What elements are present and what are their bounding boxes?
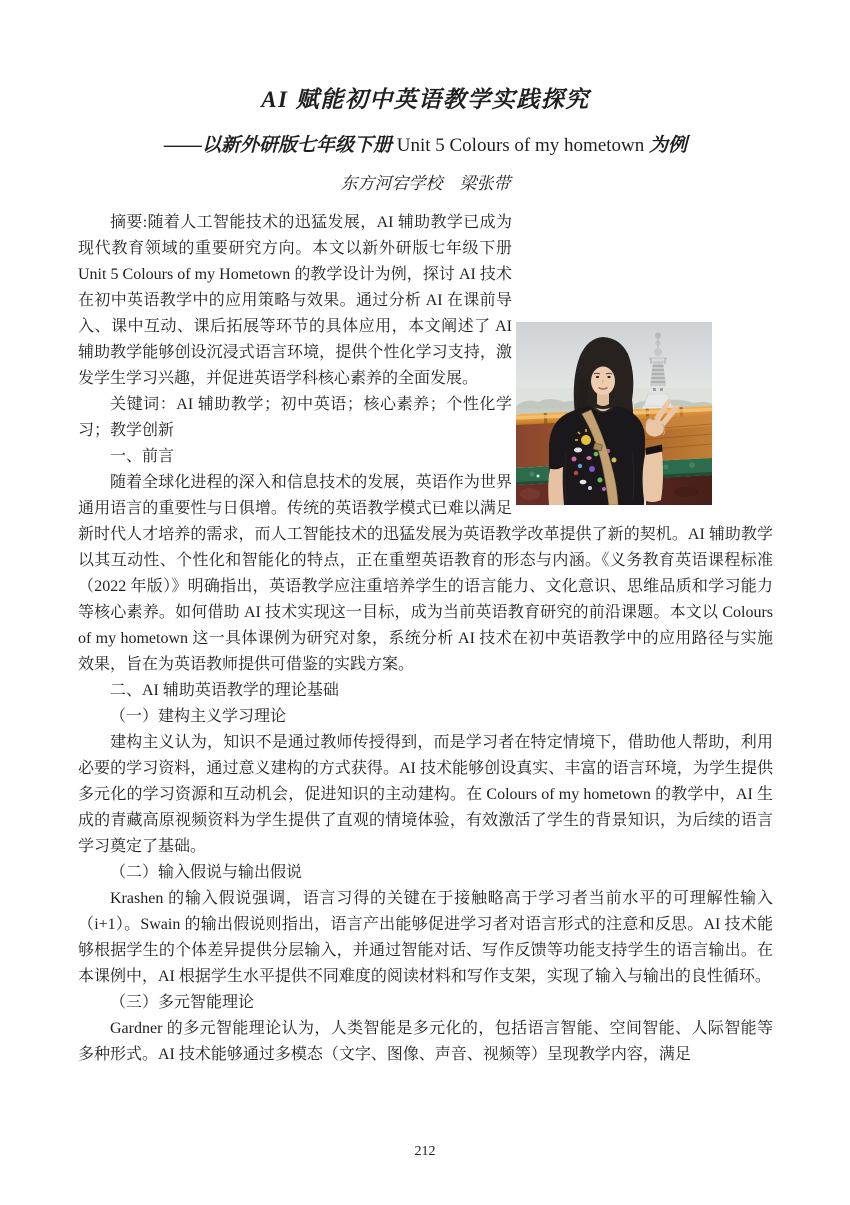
author-name: 梁张带: [459, 174, 511, 193]
intro-paragraph: 随着全球化进程的深入和信息技术的发展，英语作为世界通用语言的重要性与日俱增。传统的英语教学模式已难以满足新时代人才培养的需求，而人工智能技术的迅猛发展为英语教学改革提供了新的契机。AI 辅助教学以其互动性、个性化和智能化的特点，正在重塑英语教育的形态与内涵。《义务教育英语课程标准（2022 年版）》明确指出，英语教学应注重培养学生的语言能力、文化意识、思维品质和学习能力等核心素养。如何借助 AI 技术实现这一目标，成为当前英语教育研究的前沿课题。本文以 Colours of my hometown 这一具体课例为研究对象，系统分析 AI 技术在初中英语教学中的应用路径与实施效果，旨在为英语教师提供可借鉴的实践方案。: [78, 474, 773, 673]
theory-3-paragraph: Gardner 的多元智能理论认为，人类智能是多元化的，包括语言智能、空间智能、人际智能等多种形式。AI 技术能够通过多模态（文字、图像、声音、视频等）呈现教学内容，满足: [78, 1020, 773, 1063]
keywords-paragraph: 关键词：AI 辅助教学；初中英语；核心素养；个性化学习；教学创新: [78, 396, 512, 439]
subtitle-suffix: 为例: [644, 135, 688, 156]
paper-subtitle: [78, 132, 773, 160]
affiliation: 东方河宕学校: [340, 174, 443, 193]
abstract-paragraph: 摘要:随着人工智能技术的迅猛发展，AI 辅助教学已成为现代教育领域的重要研究方向。本文以新外研版七年级下册 Unit 5 Colours of my Hometown 的教学设计为例，探讨 AI 技术在初中英语教学中的应用策略与效果。通过分析 AI 在课前导入、课中互动、课后拓展等环节的具体应用，本文阐述了 AI 辅助教学能够创设沉浸式语言环境，提供个性化学习支持，激发学生学习兴趣，并促进英语学科核心素养的全面发展。: [78, 214, 512, 387]
intro-heading: 一、前言: [110, 448, 175, 465]
theory-2-paragraph: Krashen 的输入假说强调，语言习得的关键在于接触略高于学习者当前水平的可理解性输入（i+1）。Swain 的输出假说则指出，语言产出能够促进学习者对语言形式的注意和反思。AI 技术能够根据学生的个体差异提供分层输入，并通过智能对话、写作反馈等功能支持学生的语言输出。在本课例中，AI 根据学生水平提供不同难度的阅读材料和写作支架，实现了输入与输出的良性循环。: [78, 890, 773, 985]
subtitle-english: Unit 5 Colours of my hometown: [396, 135, 645, 156]
paper-title: AI 赋能初中英语教学实践探究: [261, 87, 590, 112]
page-number: 212: [414, 1144, 436, 1159]
theory-heading: 二、AI 辅助英语教学的理论基础: [110, 682, 339, 699]
document-body: [78, 210, 773, 1068]
theory-1-paragraph: 建构主义认为，知识不是通过教师传授得到，而是学习者在特定情境下，借助他人帮助，利用必要的学习资料，通过意义建构的方式获得。AI 技术能够创设真实、丰富的语言环境，为学生提供多元化的学习资源和互动机会，促进知识的主动建构。在 Colours of my hometown 的教学中，AI 生成的青藏高原视频资料为学生提供了直观的情境体验，有效激活了学生的背景知识，为后续的语言学习奠定了基础。: [78, 734, 773, 855]
author-photo-illustration: [516, 322, 712, 505]
theory-1-heading: （一）建构主义学习理论: [110, 708, 287, 725]
photo-wrap: [512, 210, 773, 505]
theory-2-heading: （二）输入假说与输出假说: [110, 864, 303, 881]
author-photo: [516, 322, 712, 505]
subtitle-prefix: ——以新外研版七年级下册: [163, 135, 397, 156]
theory-3-heading: （三）多元智能理论: [110, 994, 255, 1011]
author-line: [78, 172, 773, 196]
